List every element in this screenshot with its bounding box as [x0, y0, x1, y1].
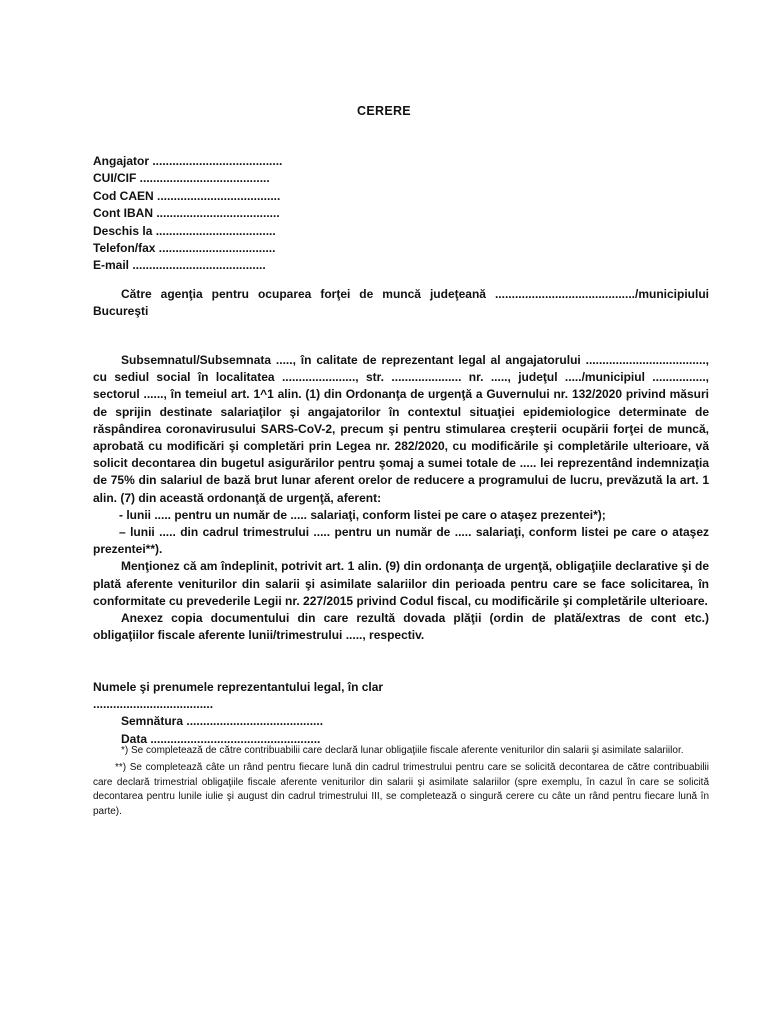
field-angajator: Angajator ....................................... [93, 154, 283, 168]
signature-block [93, 679, 709, 748]
employer-fields [93, 153, 282, 275]
footnotes [93, 744, 709, 819]
list-item-month: - lunii ..... pentru un număr de ..... salariaţi, conform listei pe care o ataşez prezentei*); [119, 507, 606, 522]
request-body [93, 352, 709, 644]
field-deschis-la: Deschis la .................................... [93, 223, 276, 238]
footnote-1: *) Se completează de către contribuabilii care declară lunar obligaţiile fiscale aferente veniturilor din salarii şi asimilate salariilor. [121, 745, 684, 756]
representative-name-label: Numele şi prenumele reprezentantului legal, în clar [93, 680, 384, 694]
addressee-text: Către agenţia pentru ocuparea forţei de muncă judeţeană ........................................../municipiului Bucureşti [93, 287, 709, 319]
representative-name-dots: .................................... [93, 697, 214, 712]
paragraph-mention: Menţionez că am îndeplinit, potrivit art. 1 alin. (9) din ordonanţa de urgenţă, obligaţiile declarative şi de plată aferente veniturilor din salarii şi asimilate salariilor din perioada pentru care se face solicitarea, în conformitate cu prevederile Legii nr. 227/2015 privind Codul fiscal, cu modificările şi completările ulterioare. [93, 559, 709, 608]
document-title: CERERE [357, 104, 411, 118]
paragraph-main: Subsemnatul/Subsemnata ....., în calitate de reprezentant legal al angajatorului ...................................., cu sediul social în localitatea ......................, str. ..................... nr. ....., judeţul ...../municipiul ................, sectorul ......, în temeiul art. 1^1 alin. (1) din Ordonanţa de urgenţă a Guvernului nr. 132/2020 privind măsuri de sprijin destinate salariaţilor şi angajatorilor în contextul situaţiei epidemiologice determinate de răspândirea coronavirusului SARS-CoV-2, precum şi pentru stimularea creşterii ocupării forţei de muncă, aprobată cu modificări şi completări prin Legea nr. 282/2020, cu modificările şi completările ulterioare, vă solicit decontarea din bugetul asigurărilor pentru şomaj a sumei totale de ..... lei reprezentând indemnizaţia de 75% din salariul de bază brut lunar aferent orelor de reducere a programului de lucru, prevăzută la art. 1 alin. (7) din această ordonanţă de urgenţă, aferent: [93, 353, 709, 505]
date-line: Data ................................................... [121, 731, 321, 746]
field-cui-cif: CUI/CIF ....................................... [93, 171, 270, 186]
field-telefon-fax: Telefon/fax ................................... [93, 241, 276, 256]
field-cod-caen: Cod CAEN ..................................... [93, 188, 281, 203]
signature-line: Semnătura ......................................... [121, 714, 324, 729]
paragraph-annex: Anexez copia documentului din care rezultă dovada plăţii (ordin de plată/extras de cont etc.) obligaţiilor fiscale aferente lunii/trimestrului ....., respectiv. [93, 611, 709, 643]
field-email: E-mail ........................................ [93, 258, 266, 273]
field-cont-iban: Cont IBAN ..................................... [93, 206, 280, 221]
footnote-2: **) Se completează câte un rând pentru fiecare lună din cadrul trimestrului pentru care se solicită decontarea de către contribuabilii care declară trimestrial obligaţiile fiscale aferente veniturilor din salarii şi asimilate salariilor (spre exemplu, în cazul în care se solicită decontarea pentru lunile iulie şi august din cadrul trimestrului III, se completează o singură cerere cu câte un rând pentru fiecare lună în parte). [93, 762, 709, 817]
list-item-quarter: – lunii ..... din cadrul trimestrului ..... pentru un număr de ..... salariaţi, conform listei pe care o ataşez prezentei**). [93, 525, 709, 557]
addressee-block [93, 286, 709, 320]
